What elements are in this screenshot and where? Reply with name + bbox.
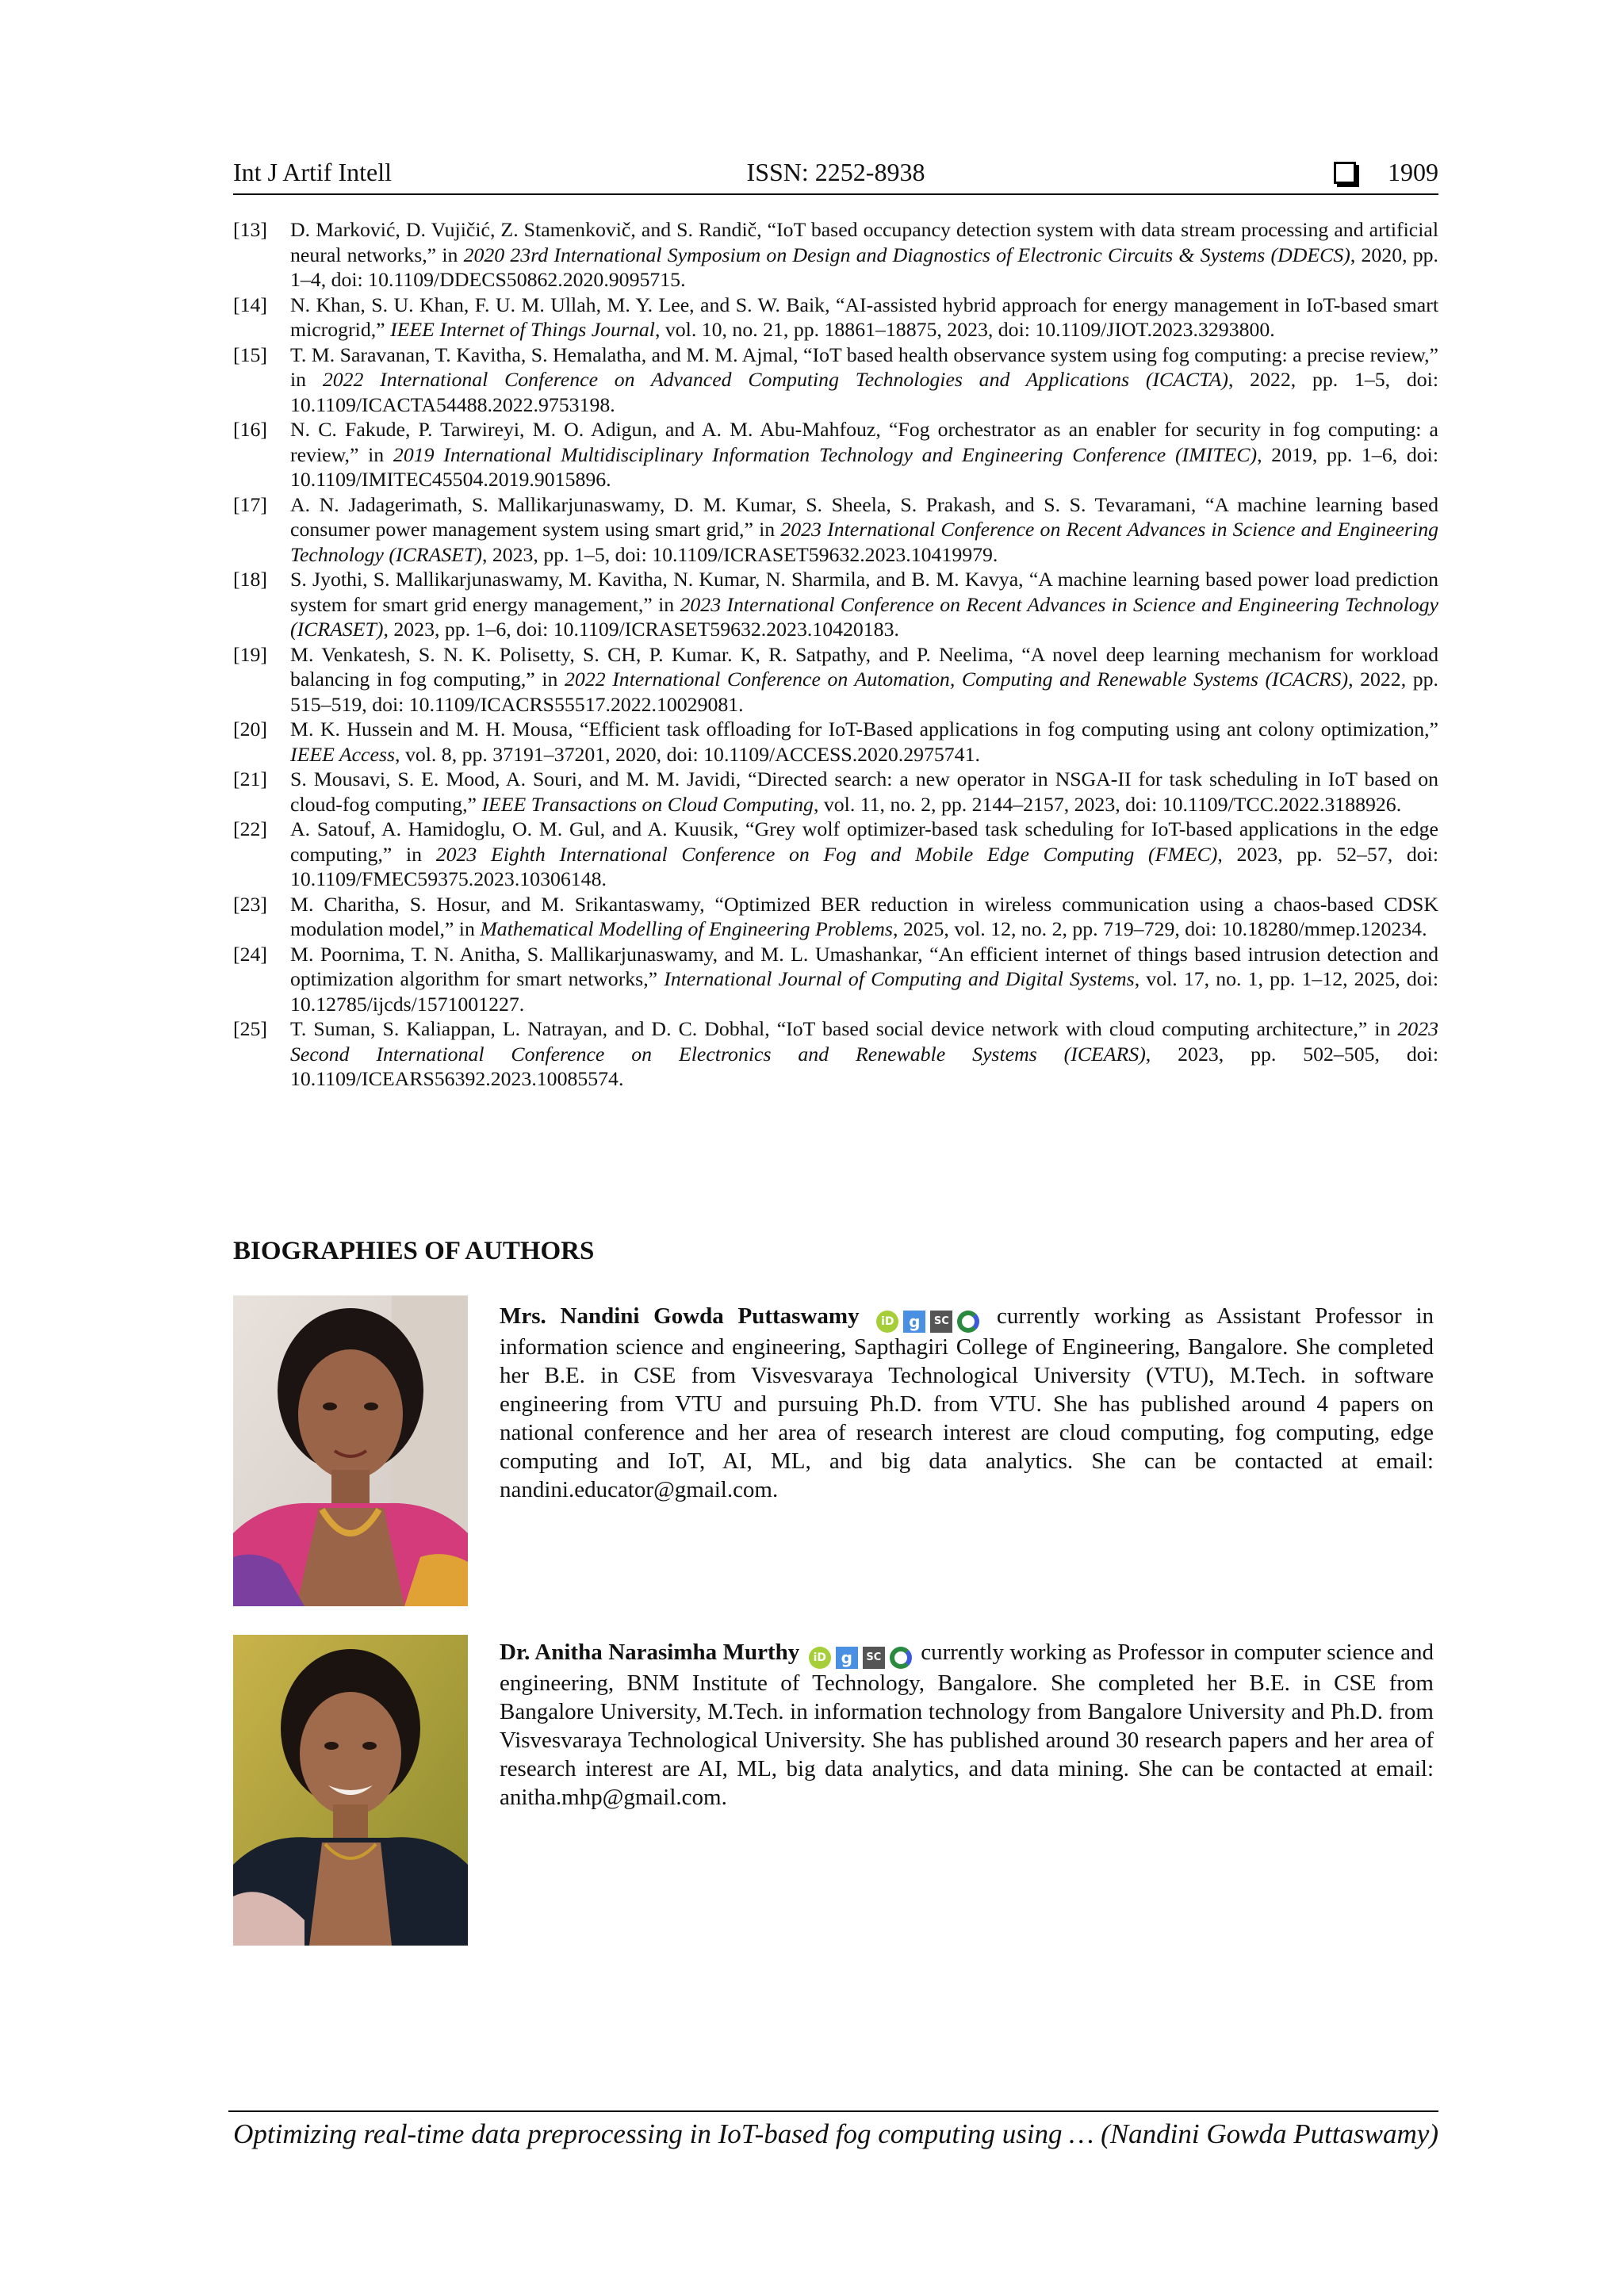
author-bio-text: currently working as Professor in computer science and engineering, BNM Institute of Technology, Bangalore. She completed her B.E. in CSE from Bangalore University, M.Tech. in information technology from Bangalore University and Ph.D. from Visvesvaraya Technological University. She has published around 30 research papers and her area of research interest are AI, ML, big data analytics, and data mining. She can be contacted at email: anitha.mhp@gmail.com. [500,1640,1434,1810]
reference-text: S. Mousavi, S. E. Mood, A. Souri, and M. M. Javidi, “Directed search: a new operator in NSGA-II for task scheduling in IoT based on cloud-fog computing,” IEEE Transactions on Cloud Computing, vol. 11, no. 2, pp. 2144–2157, 2023, doi: 10.1109/TCC.2022.3188926. [290,767,1438,816]
running-header [233,155,1438,195]
reference-text: D. Marković, D. Vujičić, Z. Stamenkovič, and S. Randič, “IoT based occupancy detection system with data stream processing and artificial neural networks,” in 2020 23rd International Symposium on Design and Diagnostics of Electronic Circuits & Systems (DDECS), 2020, pp. 1–4, doi: 10.1109/DDECS50862.2020.9095715. [290,218,1439,291]
reference-item [233,767,1438,817]
reference-text: A. Satouf, A. Hamidoglu, O. M. Gul, and A. Kuusik, “Grey wolf optimizer-based task scheduling for IoT-based applications in the edge computing,” in 2023 Eighth International Conference on Fog and Mobile Edge Computing (FMEC), 2023, pp. 52–57, doi: 10.1109/FMEC59375.2023.10306148. [290,817,1439,890]
author-bio-text: currently working as Assistant Professor in information science and engineering, Sapthagiri College of Engineering, Bangalore. She completed her B.E. in CSE from Visvesvaraya Technological University (VTU), M.Tech. in software engineering from VTU and pursuing Ph.D. from VTU. She has published around 4 papers on national conference and her area of research interest are cloud computing, fog computing, edge computing and IoT, AI, ML, and big data analytics. She can be contacted at email: nandini.educator@gmail.com. [500,1303,1434,1502]
reference-number: [25] [233,1017,267,1040]
reference-number: [20] [233,718,267,740]
author-profile-badges [809,1647,912,1669]
issn: ISSN: 2252-8938 [746,158,925,186]
reference-number: [21] [233,767,267,790]
biographies-heading: BIOGRAPHIES OF AUTHORS [233,1237,595,1265]
orcid-icon[interactable]: iD [809,1647,831,1669]
reference-text: T. Suman, S. Kaliappan, L. Natrayan, and D. C. Dobhal, “IoT based social device network with cloud computing architecture,” in 2023 Second International Conference on Electronics and Renewable Systems (ICEARS), 2023, pp. 502–505, doi: 10.1109/ICEARS56392.2023.10085574. [290,1017,1438,1090]
reference-text: M. Poornima, T. N. Anitha, S. Mallikarjunaswamy, and M. L. Umashankar, “An efficient internet of things based intrusion detection and optimization algorithm for smart networks,” International Journal of Computing and Digital Systems, vol. 17, no. 1, pp. 1–12, 2025, doi: 10.12785/ijcds/1571001227. [290,942,1438,1016]
author-profile-badges [876,1311,979,1333]
author-name: Dr. Anitha Narasimha Murthy [500,1640,800,1665]
reference-text: N. C. Fakude, P. Tarwireyi, M. O. Adigun, and A. M. Abu-Mahfouz, “Fog orchestrator as an enabler for security in fog computing: a review,” in 2019 International Multidisciplinary Information Technology and Engineering Conference (IMITEC), 2019, pp. 1–6, doi: 10.1109/IMITEC45504.2019.9015896. [290,418,1439,491]
reference-item [233,942,1438,1017]
reference-number: [23] [233,892,267,916]
author-name: Mrs. Nandini Gowda Puttaswamy [500,1303,860,1329]
reference-number: [17] [233,492,267,516]
reference-number: [13] [233,218,267,241]
reference-text: T. M. Saravanan, T. Kavitha, S. Hemalatha, and M. M. Ajmal, “IoT based health observance system using fog computing: a precise review,” in 2022 International Conference on Advanced Computing Technologies and Applications (ICACTA), 2022, pp. 1–5, doi: 10.1109/ICACTA54488.2022.9753198. [290,342,1439,416]
author-portrait-image [233,1295,468,1606]
reference-text: S. Jyothi, S. Mallikarjunaswamy, M. Kavitha, N. Kumar, N. Sharmila, and B. M. Kavya, “A machine learning based power load prediction system for smart grid energy management,” in 2023 International Conference on Recent Advances in Science and Engineering Technology (ICRASET), 2023, pp. 1–6, doi: 10.1109/ICRASET59632.2023.10420183. [290,568,1438,641]
reference-item [233,892,1438,942]
reference-number: [22] [233,817,267,840]
reference-item [233,342,1438,418]
page-number: 1909 [1388,158,1438,186]
reference-item [233,567,1438,642]
reference-item [233,642,1438,718]
google-scholar-icon[interactable]: g [836,1647,858,1669]
scopus-icon[interactable]: SC [863,1647,885,1669]
reference-number: [16] [233,418,267,441]
author-photo [233,1635,468,1946]
reference-item [233,293,1438,342]
author-bio [500,1302,1434,1504]
journal-name: Int J Artif Intell [233,158,392,186]
reference-text: N. Khan, S. U. Khan, F. U. M. Ullah, M. Y. Lee, and S. W. Baik, “AI-assisted hybrid approach for energy management in IoT-based smart microgrid,” IEEE Internet of Things Journal, vol. 10, no. 21, pp. 18861–18875, 2023, doi: 10.1109/JIOT.2023.3293800. [290,293,1438,341]
reference-item [233,1016,1438,1092]
reference-number: [19] [233,642,267,666]
reference-text: M. Venkatesh, S. N. K. Polisetty, S. CH, P. Kumar. K, R. Satpathy, and P. Neelima, “A novel deep learning mechanism for workload balancing in fog computing,” in 2022 International Conference on Automation, Computing and Renewable Systems (ICACRS), 2022, pp. 515–519, doi: 10.1109/ICACRS55517.2022.10029081. [290,642,1438,716]
reference-number: [14] [233,293,267,316]
reference-item [233,492,1438,568]
google-scholar-icon[interactable]: g [903,1311,925,1333]
publons-icon[interactable] [957,1311,979,1333]
publons-icon[interactable] [890,1647,912,1669]
author-photo [233,1295,468,1606]
reference-item [233,417,1438,492]
reference-item [233,217,1438,293]
author-portrait-image [233,1635,468,1946]
reference-text: M. K. Hussein and M. H. Mousa, “Efficient task offloading for IoT-Based applications in fog computing using ant colony optimization,” IEEE Access, vol. 8, pp. 37191–37201, 2020, doi: 10.1109/ACCESS.2020.2975741. [290,718,1438,766]
running-footer: Optimizing real-time data preprocessing in IoT-based fog computing using … (Nandini Gowda Puttaswamy) [228,2110,1438,2160]
orcid-icon[interactable]: iD [876,1311,898,1333]
reference-item [233,817,1438,892]
reference-text: A. N. Jadagerimath, S. Mallikarjunaswamy, D. M. Kumar, S. Sheela, S. Prakash, and S. S. Tevaramani, “A machine learning based consumer power management system using smart grid,” in 2023 International Conference on Recent Advances in Science and Engineering Technology (ICRASET), 2023, pp. 1–5, doi: 10.1109/ICRASET59632.2023.10419979. [290,492,1438,566]
box-icon [1334,162,1356,184]
reference-number: [24] [233,942,267,966]
reference-text: M. Charitha, S. Hosur, and M. Srikantaswamy, “Optimized BER reduction in wireless communication using a chaos-based CDSK modulation model,” in Mathematical Modelling of Engineering Problems, 2025, vol. 12, no. 2, pp. 719–729, doi: 10.18280/mmep.120234. [290,892,1438,940]
scopus-icon[interactable]: SC [930,1311,952,1333]
author-bio [500,1638,1434,1812]
reference-list [233,217,1438,1092]
reference-number: [15] [233,342,267,366]
reference-number: [18] [233,568,267,591]
reference-item [233,717,1438,767]
